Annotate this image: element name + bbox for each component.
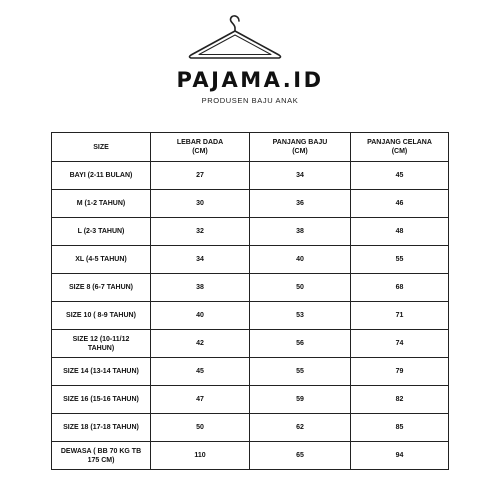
- lebar-dada-cell: 47: [151, 386, 250, 414]
- brand-tagline: PRODUSEN BAJU ANAK: [201, 96, 299, 105]
- table-row: [52, 330, 449, 358]
- panjang-celana-cell: 48: [351, 218, 449, 246]
- panjang-baju-cell: 56: [250, 330, 351, 358]
- panjang-baju-cell: 38: [250, 218, 351, 246]
- panjang-celana-cell: 74: [351, 330, 449, 358]
- table-row: [52, 246, 449, 274]
- size-cell: BAYI (2-11 BULAN): [52, 162, 151, 190]
- table-row: [52, 414, 449, 442]
- size-cell: XL (4-5 TAHUN): [52, 246, 151, 274]
- table-body: [52, 162, 449, 470]
- panjang-celana-cell: 45: [351, 162, 449, 190]
- lebar-dada-cell: 50: [151, 414, 250, 442]
- panjang-baju-cell: 40: [250, 246, 351, 274]
- panjang-baju-cell: 53: [250, 302, 351, 330]
- table-row: [52, 218, 449, 246]
- table-row: [52, 302, 449, 330]
- size-cell: M (1-2 TAHUN): [52, 190, 151, 218]
- size-cell: SIZE 14 (13-14 TAHUN): [52, 358, 151, 386]
- panjang-baju-cell: 59: [250, 386, 351, 414]
- panjang-baju-cell: 36: [250, 190, 351, 218]
- lebar-dada-cell: 27: [151, 162, 250, 190]
- header-panjang-celana: PANJANG CELANA (CM): [351, 133, 449, 162]
- lebar-dada-cell: 30: [151, 190, 250, 218]
- hanger-icon: [187, 10, 283, 62]
- panjang-celana-cell: 85: [351, 414, 449, 442]
- lebar-dada-cell: 34: [151, 246, 250, 274]
- size-cell: SIZE 12 (10-11/12 TAHUN): [52, 330, 151, 358]
- header-lebar-dada: LEBAR DADA (CM): [151, 133, 250, 162]
- panjang-celana-cell: 79: [351, 358, 449, 386]
- table-row: [52, 274, 449, 302]
- header-panjang-baju: PANJANG BAJU (CM): [250, 133, 351, 162]
- panjang-baju-cell: 50: [250, 274, 351, 302]
- table-row: [52, 358, 449, 386]
- lebar-dada-cell: 32: [151, 218, 250, 246]
- lebar-dada-cell: 110: [151, 442, 250, 470]
- lebar-dada-cell: 45: [151, 358, 250, 386]
- size-cell: DEWASA ( BB 70 KG TB 175 CM): [52, 442, 151, 470]
- header-size: SIZE: [52, 133, 151, 162]
- brand-name: PAJAMA.ID: [176, 68, 324, 92]
- lebar-dada-cell: 38: [151, 274, 250, 302]
- size-cell: SIZE 8 (6-7 TAHUN): [52, 274, 151, 302]
- size-cell: SIZE 16 (15-16 TAHUN): [52, 386, 151, 414]
- size-cell: SIZE 10 ( 8-9 TAHUN): [52, 302, 151, 330]
- panjang-celana-cell: 68: [351, 274, 449, 302]
- panjang-baju-cell: 55: [250, 358, 351, 386]
- size-chart-table: [51, 132, 449, 470]
- panjang-baju-cell: 65: [250, 442, 351, 470]
- panjang-celana-cell: 94: [351, 442, 449, 470]
- table-row: [52, 386, 449, 414]
- lebar-dada-cell: 42: [151, 330, 250, 358]
- table-row: [52, 190, 449, 218]
- panjang-baju-cell: 34: [250, 162, 351, 190]
- panjang-celana-cell: 55: [351, 246, 449, 274]
- table-row: [52, 162, 449, 190]
- panjang-baju-cell: 62: [250, 414, 351, 442]
- size-cell: SIZE 18 (17-18 TAHUN): [52, 414, 151, 442]
- panjang-celana-cell: 71: [351, 302, 449, 330]
- panjang-celana-cell: 46: [351, 190, 449, 218]
- panjang-celana-cell: 82: [351, 386, 449, 414]
- table-header-row: [52, 133, 449, 162]
- lebar-dada-cell: 40: [151, 302, 250, 330]
- size-cell: L (2-3 TAHUN): [52, 218, 151, 246]
- table-row: [52, 442, 449, 470]
